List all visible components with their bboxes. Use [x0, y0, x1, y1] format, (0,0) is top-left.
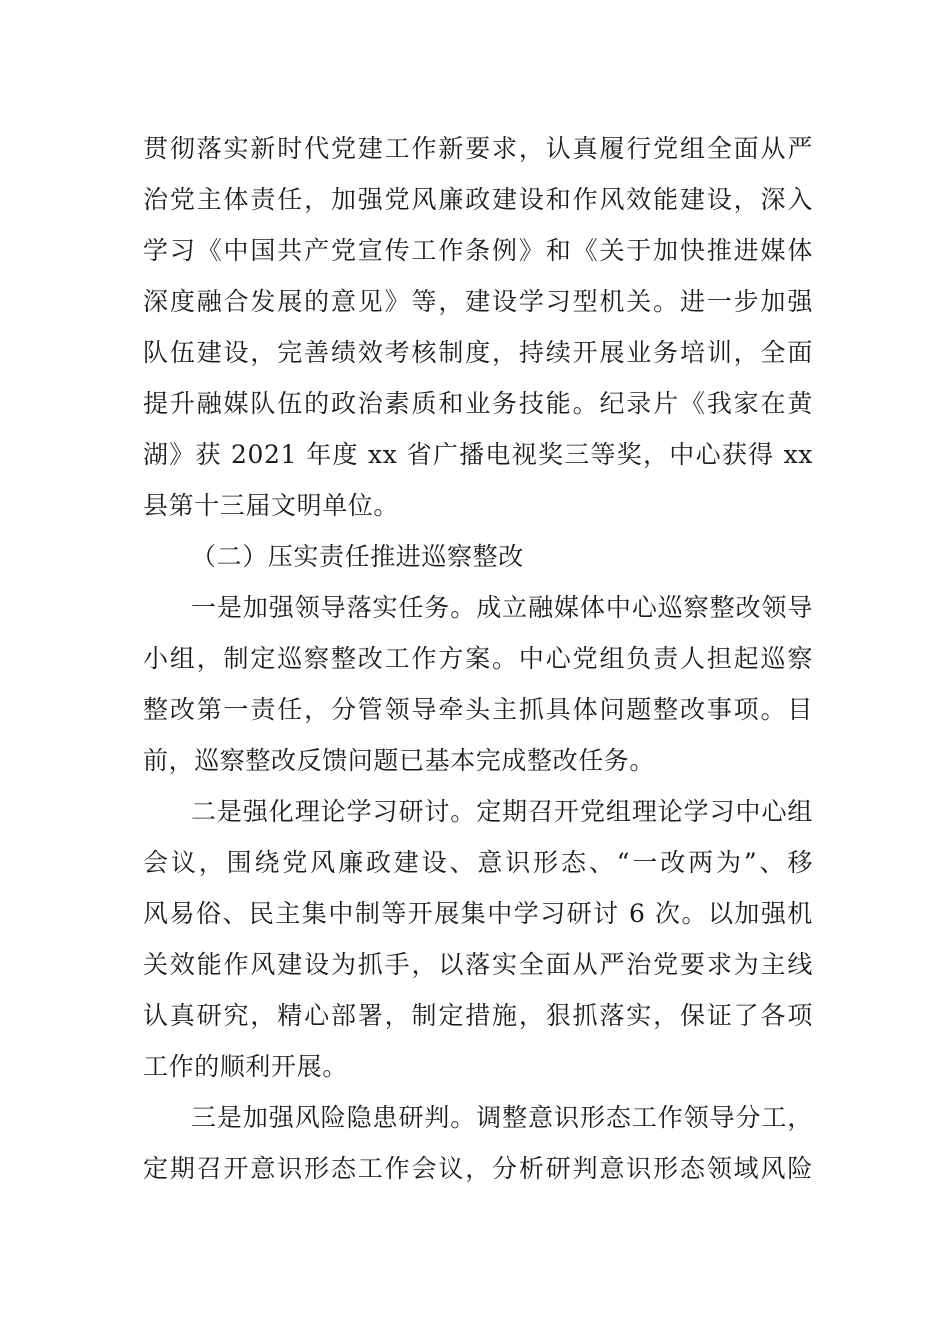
paragraph-risk-assessment [143, 1092, 813, 1194]
text-line: 风易俗、民主集中制等开展集中学习研讨 6 次。以加强机 [143, 899, 813, 928]
text-line: 前，巡察整改反馈问题已基本完成整改任务。 [143, 746, 656, 775]
paragraph-theory-study [143, 786, 813, 1092]
text-line: 工作的顺利开展。 [143, 1052, 348, 1081]
text-line: 会议，围绕党风廉政建设、意识形态、“一改两为”、移 [143, 848, 813, 877]
text-line: 治党主体责任，加强党风廉政建设和作风效能建设，深入 [143, 185, 813, 214]
text-line: 提升融媒队伍的政治素质和业务技能。纪录片《我家在黄 [143, 389, 813, 418]
text-line: 队伍建设，完善绩效考核制度，持续开展业务培训，全面 [143, 338, 813, 367]
text-line: 三是加强风险隐患研判。调整意识形态工作领导分工， [191, 1103, 813, 1132]
text-line: 湖》获 2021 年度 xx 省广播电视奖三等奖，中心获得 xx [143, 440, 813, 469]
text-line: 二是强化理论学习研讨。定期召开党组理论学习中心组 [191, 797, 813, 826]
text-line: 认真研究，精心部署，制定措施，狠抓落实，保证了各项 [143, 1001, 813, 1030]
paragraph-leadership [143, 582, 813, 786]
section-heading [143, 531, 813, 582]
text-line: 县第十三届文明单位。 [143, 491, 400, 520]
text-line: 学习《中国共产党宣传工作条例》和《关于加快推进媒体 [143, 236, 813, 265]
text-line: 整改第一责任，分管领导牵头主抓具体问题整改事项。目 [143, 695, 813, 724]
text-line: 深度融合发展的意见》等，建设学习型机关。进一步加强 [143, 287, 813, 316]
text-line: 小组，制定巡察整改工作方案。中心党组负责人担起巡察 [143, 644, 813, 673]
paragraph-party-building [143, 123, 813, 531]
heading-line: （二）压实责任推进巡察整改 [191, 542, 524, 571]
text-line: 一是加强领导落实任务。成立融媒体中心巡察整改领导 [191, 593, 813, 622]
text-line: 关效能作风建设为抓手，以落实全面从严治党要求为主线 [143, 950, 813, 979]
text-line: 定期召开意识形态工作会议，分析研判意识形态领域风险 [143, 1154, 813, 1183]
document-body [143, 123, 813, 1194]
text-line: 贯彻落实新时代党建工作新要求，认真履行党组全面从严 [143, 134, 813, 163]
